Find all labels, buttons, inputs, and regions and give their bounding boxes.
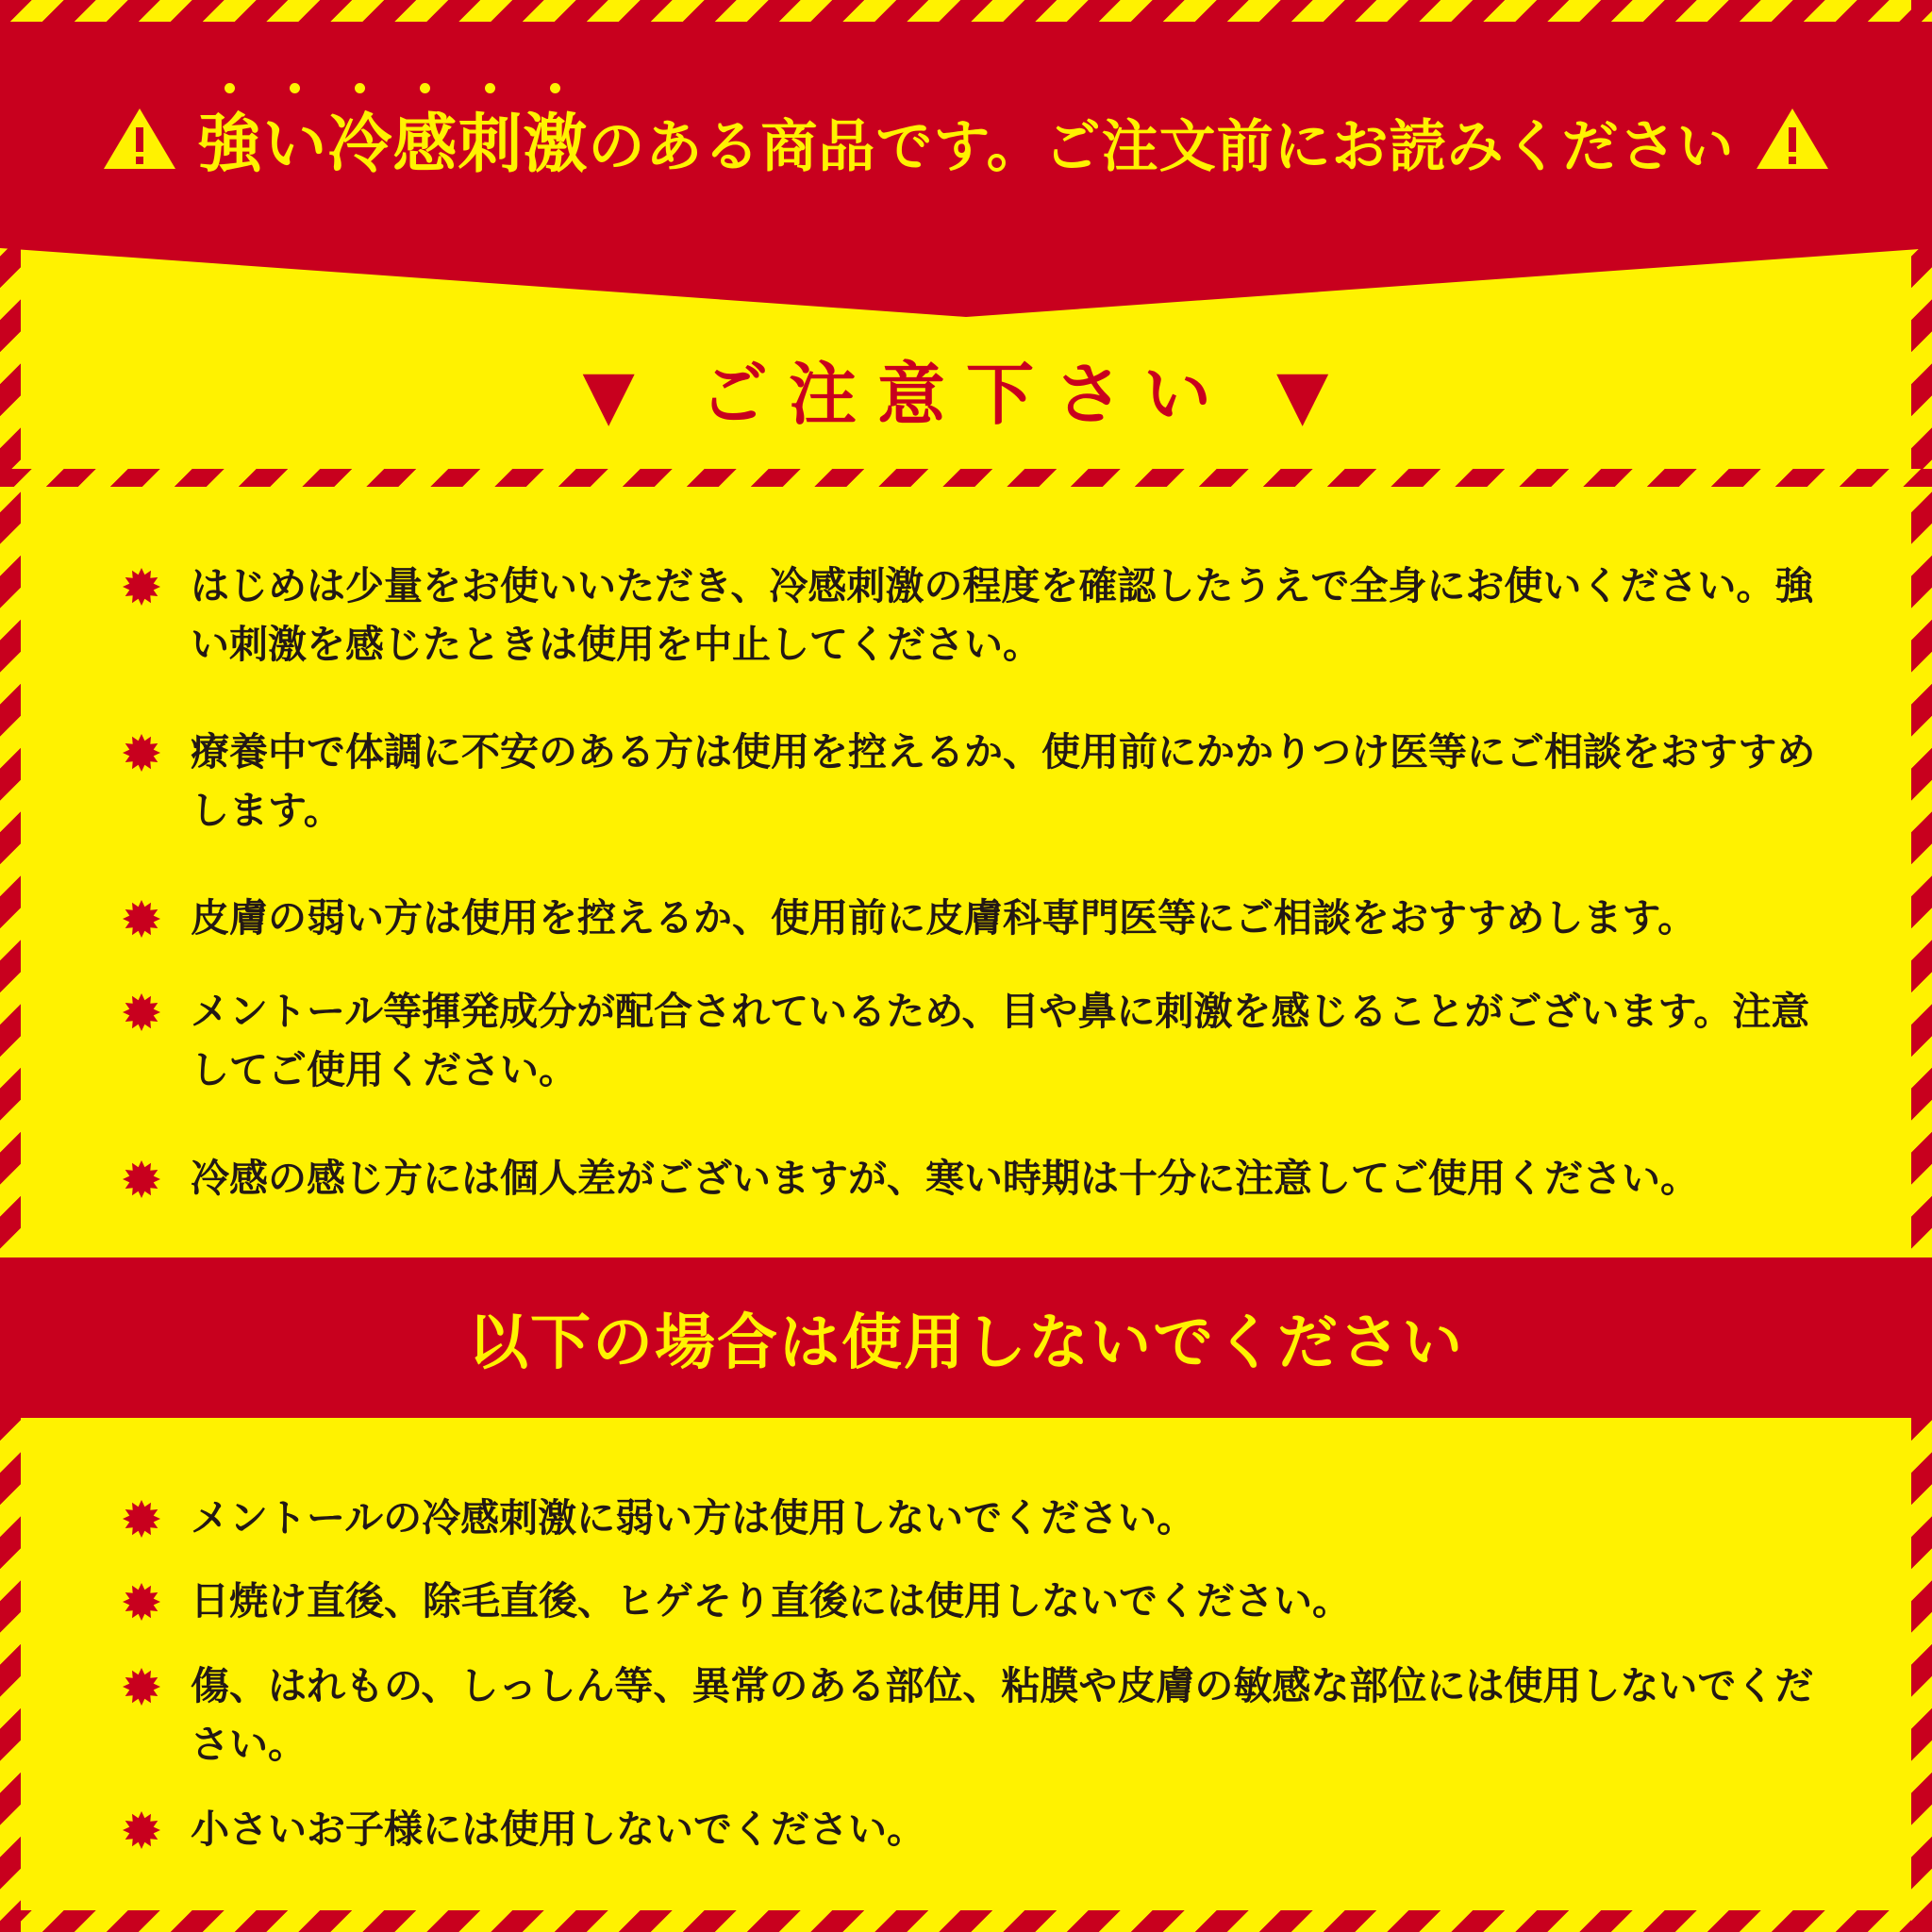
list-item	[123, 557, 1821, 674]
burst-bullet-icon	[123, 900, 160, 938]
burst-bullet-icon	[123, 1668, 160, 1706]
list-item	[123, 982, 1821, 1099]
list-item	[123, 889, 1821, 947]
burst-bullet-icon	[123, 1500, 160, 1538]
prohibit-text: メントールの冷感刺激に弱い方は使用しないでください。	[191, 1495, 1196, 1541]
header-highlight-text: 強い冷感刺激	[197, 107, 589, 182]
list-item	[123, 1489, 1821, 1547]
list-item	[123, 1657, 1821, 1774]
burst-bullet-icon	[123, 1811, 160, 1849]
hazard-stripe-left	[0, 0, 21, 1932]
hazard-stripe-bottom	[0, 1910, 1932, 1932]
burst-bullet-icon	[123, 568, 160, 606]
list-item	[123, 1572, 1821, 1630]
list-item	[123, 1800, 1821, 1858]
list-item	[123, 723, 1821, 840]
header-row	[0, 87, 1932, 191]
caution-title: ▼ ご注意下さい ▼	[582, 355, 1350, 434]
hazard-stripe-right	[1911, 0, 1932, 1932]
caution-text: メントール等揮発成分が配合されているため、目や鼻に刺激を感じることがございます。注意してご使用ください。	[191, 989, 1810, 1092]
warning-triangle-icon	[1754, 105, 1831, 173]
caution-text: 冷感の感じ方には個人差がございますが、寒い時期は十分に注意してご使用ください。	[191, 1156, 1699, 1201]
warning-triangle-icon	[101, 105, 178, 173]
burst-bullet-icon	[123, 1583, 160, 1621]
caution-text: はじめは少量をお使いいただき、冷感刺激の程度を確認したうえで全身にお使いください。強い刺激を感じたときは使用を中止してください。	[191, 563, 1814, 667]
header-text	[197, 93, 1734, 185]
burst-bullet-icon	[123, 993, 160, 1031]
hazard-stripe-divider	[0, 469, 1932, 487]
prohibit-text: 小さいお子様には使用しないでください。	[191, 1807, 925, 1852]
prohibit-banner	[0, 1257, 1932, 1418]
prohibit-text: 日焼け直後、除毛直後、ヒゲそり直後には使用しないでください。	[191, 1578, 1351, 1624]
header-rest-text: のある商品です。ご注文前にお読みください	[588, 113, 1735, 180]
prohibit-title: 以下の場合は使用しないでください	[468, 1308, 1464, 1378]
caution-text: 皮膚の弱い方は使用を控えるか、使用前に皮膚科専門医等にご相談をおすすめします。	[191, 895, 1697, 941]
burst-bullet-icon	[123, 1160, 160, 1198]
prohibit-text: 傷、はれもの、しっしん等、異常のある部位、粘膜や皮膚の敏感な部位には使用しないでください。	[191, 1663, 1814, 1767]
caution-text: 療養中で体調に不安のある方は使用を控えるか、使用前にかかりつけ医等にご相談をおすすめします。	[191, 729, 1816, 833]
burst-bullet-icon	[123, 734, 160, 772]
header-highlight	[197, 108, 588, 182]
emphasis-dots	[197, 83, 588, 93]
hazard-stripe-top	[0, 0, 1932, 22]
list-item	[123, 1149, 1821, 1208]
